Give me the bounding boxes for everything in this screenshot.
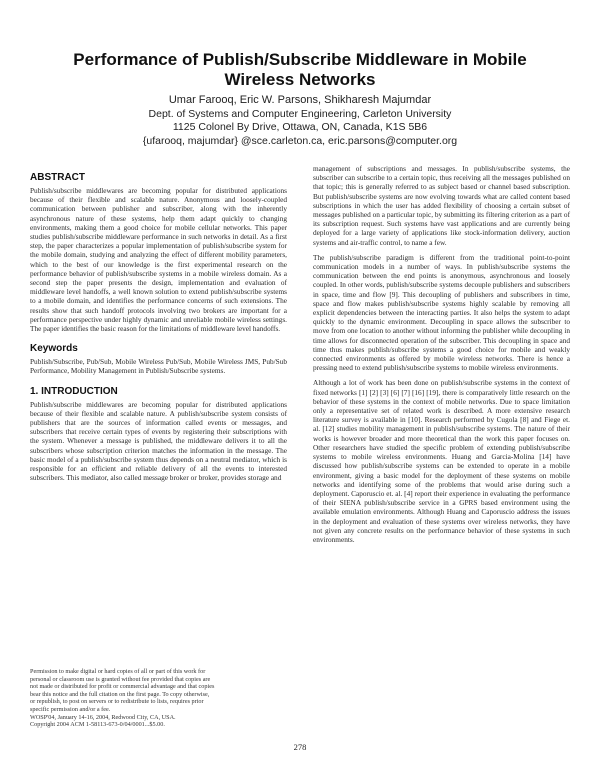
left-column (30, 172, 287, 482)
body-paragraph: management of subscriptions and messages. In publish/subscribe systems, the subscriber can subscribe to a certain topic, thus receiving all the messages published on that topic; this is generally referred to as subject based or channel based subscription. But publish/subscribe systems are now evolving towards what are called content based subscriptions in which the user has added flexibility of choosing a certain subset of messages published on a particular topic, by submitting its filtering criterion as a part of its subscription request. Such systems have vast applications and are currently being deployed for a large variety of applications like stock-information delivery, auction systems and air-traffic control, to name a few. (313, 164, 570, 247)
introduction-text: Publish/subscribe middlewares are becoming popular for distributed applications because of their flexible and scalable nature. A publish/subscribe system consists of publishers that are the sources of information called events or messages, and subscribers that receive certain types of events by registering their subscriptions with the system. Whenever a message is published, the middleware delivers it to all the subscribers whose subscription criterion matches the information in the message. The basic model of a publish/subscribe system thus depends on a neutral mediator, which is responsible for an efficient and reliable delivery of all the events to interested subscribers. This mediator, also called message broker or broker, provides storage and (30, 399, 287, 483)
author-department: Dept. of Systems and Computer Engineering, Carleton University (148, 107, 452, 120)
paper-title: Performance of Publish/Subscribe Middleware in Mobile Wireless Networks (73, 50, 527, 89)
footnote-line: specific permission and/or a fee. (30, 705, 111, 713)
permission-footnote (30, 668, 287, 729)
abstract-heading: ABSTRACT (30, 172, 85, 183)
abstract-text: Publish/subscribe middlewares are becoming popular for distributed applications because of their flexible and scalable nature. Anonymous and loosely-coupled communication between publisher and subscriber, along with the inherently asynchronous nature of these systems, help them adapt quickly to changing environments, making them a good choice for mobile cellular networks. This paper studies publish/subscribe middleware performance in such networks in detail. As a first step, the paper characterizes a popular implementation of publish/subscribe system for the mobile domain, studying and analyzing the effect of different mobility parameters, which to the best of our knowledge is the first experimental research on the performance behavior of publish/subscribe systems in a mobile wireless domain. As a second step the paper presents the design, implementation and evaluation of middleware level handoffs, a well known solution to extend publish/subscribe systems to a mobile domain, and identifies the performance concerns of such extensions. The results show that such handoff protocols involving two brokers are important for a performance perspective under highly dynamic and unreliable mobile wireless settings. The paper identifies the basic reason for the limitations of middleware level handoffs. (30, 186, 287, 334)
body-paragraph: Although a lot of work has been done on publish/subscribe systems in the context of fixed networks [1] [2] [3] [6] [7] [16] [19], there is comparatively little research on the behavior of these systems in the context of mobile networks. Due to space limitation only a representative set of related work is described. A more extensive research literature survey is available in [10]. Research performed by Cugola [8] and Fiege et. al. [12] studies mobility management in publish/subscribe systems. The nature of their works is however broader and more theoretical than the work this paper focuses on. Other researchers have studied the specific problem of extending publish/subscribe systems to mobile wireless environments. Huang and Garcia-Molina [14] have discussed how publish/subscribe systems can be extended to operate in a mobile environment, giving a basic model for the deployment of these systems on mobile networks and identifying some of the problems that would arise during such a deployment. Caporuscio et. al. [4] report their experience in evaluating the performance of their SIENA publish/subscribe service in a GPRS based environment using the available emulation environments. Although Huang and Caporuscio address the issues in the deployment and evaluation of these systems over wireless networks, they have not given any concrete results on the performance behavior of these systems in such environments. (313, 378, 570, 544)
footnote-venue: WOSP'04, January 14-16, 2004, Redwood City, CA, USA. (30, 713, 176, 721)
author-emails: {ufarooq, majumdar} @sce.carleton.ca, eric.parsons@computer.org (142, 134, 458, 147)
introduction-heading: 1. INTRODUCTION (30, 385, 118, 397)
footnote-line: or republish, to post on servers or to redistribute to lists, requires prior (30, 698, 204, 706)
footnote-line: not made or distributed for profit or commercial advantage and that copies (30, 683, 215, 691)
author-block (40, 94, 560, 148)
author-address: 1125 Colonel By Drive, Ottawa, ON, Canada, K1S 5B6 (172, 121, 428, 133)
footnote-line: bear this notice and the full citation on the first page. To copy otherwise, (30, 690, 210, 698)
footnote-line: Permission to make digital or hard copies of all or part of this work for (30, 668, 206, 675)
author-names: Umar Farooq, Eric W. Parsons, Shikharesh Majumdar (168, 94, 432, 106)
right-column (313, 164, 570, 544)
keywords-heading: Keywords (30, 343, 78, 355)
footnote-copyright: Copyright 2004 ACM 1-58113-673-0/04/0001...$5.00. (30, 721, 165, 729)
keywords-text: Publish/Subscribe, Pub/Sub, Mobile Wireless Pub/Sub, Mobile Wireless JMS, Pub/Sub Performance, Mobility Management in Publish/Subscribe systems. (30, 357, 287, 376)
page-number: 278 (293, 742, 307, 752)
footnote-line: personal or classroom use is granted without fee provided that copies are (30, 675, 211, 683)
body-paragraph: The publish/subscribe paradigm is different from the traditional point-to-point communication models in a number of ways. In publish/subscribe systems the communication between the end points is anonymous, asynchronous and loosely coupled. In other words, publish/subscribe systems decouple publishers and subscribers in space, time and flow [9]. This decoupling of publishers and subscribers in time, space and flow makes publish/subscribe systems highly scalable by removing all explicit dependencies between the interacting parties. It also helps the system to adapt quickly to the dynamic environment. Decoupling in space allows the subscriber to move from one location to another without informing the publisher while decoupling in time allows for disconnected operation of the subscriber. This decoupling in space and time thus makes publish/subscribe systems a good choice for mobile and weakly connected environments as offered by mobile wireless networks. There is hence a pressing need to extend publish/subscribe systems to mobile wireless environments. (313, 252, 570, 373)
